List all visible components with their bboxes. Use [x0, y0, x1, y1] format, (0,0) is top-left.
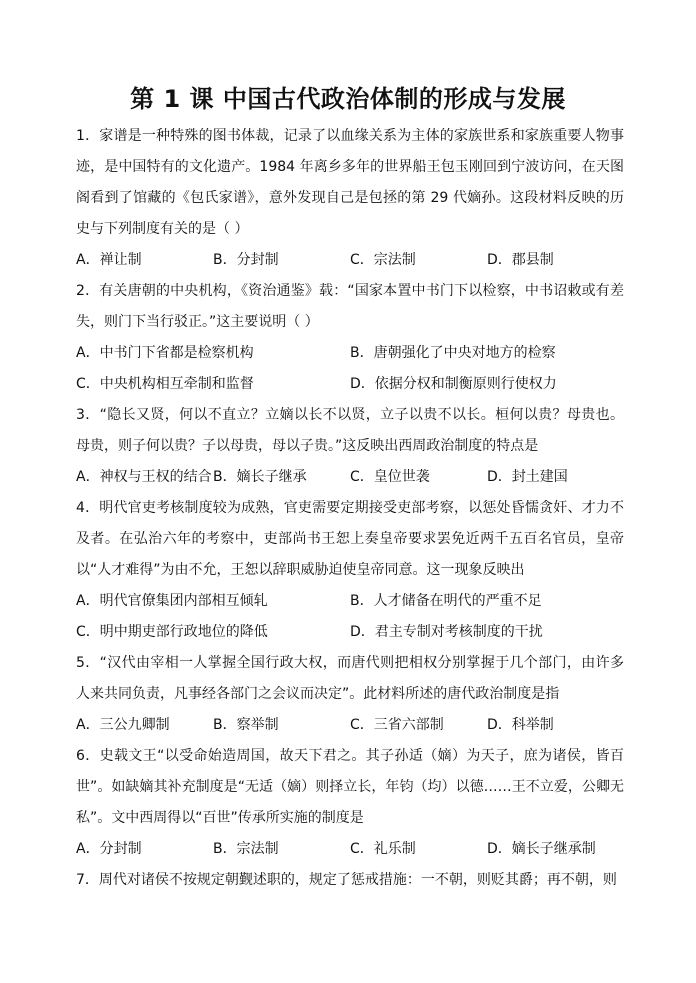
option-c: C．皇位世袭 [350, 469, 430, 485]
question-2 [76, 276, 624, 400]
question-3 [76, 400, 624, 493]
option-a: A．神权与王权的结合 [76, 469, 212, 485]
option-row [76, 617, 624, 648]
option-d: D．封土建国 [487, 469, 568, 485]
option-a: A．禅让制 [76, 252, 142, 268]
option-c: C．礼乐制 [350, 841, 416, 857]
option-b: B．人才储备在明代的严重不足 [350, 593, 542, 609]
question-1 [76, 121, 624, 276]
question-stem: 4．明代官吏考核制度较为成熟，官吏需要定期接受吏部考察，以惩处昏懦贪奸、才力不及者。在弘治六年的考察中，吏部尚书王恕上奏皇帝要求罢免近两千五百名官员，皇帝以“人才难得”为由不允，王恕以辞职威胁迫使皇帝同意。这一现象反映出 [76, 500, 624, 578]
option-c: C．中央机构相互牵制和监督 [76, 376, 254, 392]
page-title: 第 1 课 中国古代政治体制的形成与发展 [130, 85, 566, 113]
question-stem: 6．史载文王“以受命始造周国，故天下君之。其子孙适（嫡）为天子，庶为诸侯，皆百世”。如缺嫡其补充制度是“无适（嫡）则择立长，年钧（均）以德……王不立爱，公卿无私”。文中西周得以“百世”传承所实施的制度是 [76, 748, 624, 826]
question-4 [76, 493, 624, 648]
question-stem: 1．家谱是一种特殊的图书体裁，记录了以血缘关系为主体的家族世系和家族重要人物事迹，是中国特有的文化遗产。1984 年离乡多年的世界船王包玉刚回到宁波访问，在天图阁看到了馆藏的《包氏家谱》，意外发现自己是包拯的第 29 代嫡孙。这段材料反映的历史与下列制度有关的是（ ） [76, 128, 624, 237]
option-row [76, 586, 624, 617]
option-row [76, 245, 624, 276]
option-row [76, 338, 624, 369]
option-c: C．宗法制 [350, 252, 416, 268]
option-c: C．明中期吏部行政地位的降低 [76, 624, 268, 640]
option-d: D．科举制 [487, 717, 554, 733]
option-b: B．唐朝强化了中央对地方的检察 [350, 345, 556, 361]
option-b: B．宗法制 [213, 841, 279, 857]
option-d: D．嫡长子继承制 [487, 841, 596, 857]
option-d: D．君主专制对考核制度的干扰 [350, 624, 543, 640]
option-row [76, 710, 624, 741]
option-row [76, 369, 624, 400]
question-7 [76, 865, 624, 896]
question-stem: 2．有关唐朝的中央机构，《资治通鉴》载：“国家本置中书门下以检察，中书诏敕或有差失，则门下当行驳正。”这主要说明（ ） [76, 283, 624, 330]
option-a: A．分封制 [76, 841, 142, 857]
question-stem: 7．周代对诸侯不按规定朝觐述职的，规定了惩戒措施：一不朝，则贬其爵；再不朝，则 [76, 872, 617, 888]
option-a: A．明代官僚集团内部相互倾轧 [76, 593, 268, 609]
option-d: D．依据分权和制衡原则行使权力 [350, 376, 557, 392]
option-b: B．察举制 [213, 717, 279, 733]
option-row [76, 834, 624, 865]
question-stem: 5．“汉代由宰相一人掌握全国行政大权，而唐代则把相权分别掌握于几个部门，由许多人来共同负责，凡事经各部门之会议而决定”。此材料所述的唐代政治制度是指 [76, 655, 624, 702]
question-5 [76, 648, 624, 741]
option-d: D．郡县制 [487, 252, 554, 268]
option-row [76, 462, 624, 493]
question-6 [76, 741, 624, 865]
question-stem: 3．“隐长又贤，何以不直立？立嫡以长不以贤，立子以贵不以长。桓何以贵？母贵也。母贵，则子何以贵？子以母贵，母以子贵。”这反映出西周政治制度的特点是 [76, 407, 624, 454]
option-a: A．三公九卿制 [76, 717, 170, 733]
option-b: B．分封制 [213, 252, 279, 268]
option-c: C．三省六部制 [350, 717, 444, 733]
question-list [76, 121, 624, 896]
option-a: A．中书门下省都是检察机构 [76, 345, 254, 361]
option-b: B．嫡长子继承 [213, 469, 307, 485]
